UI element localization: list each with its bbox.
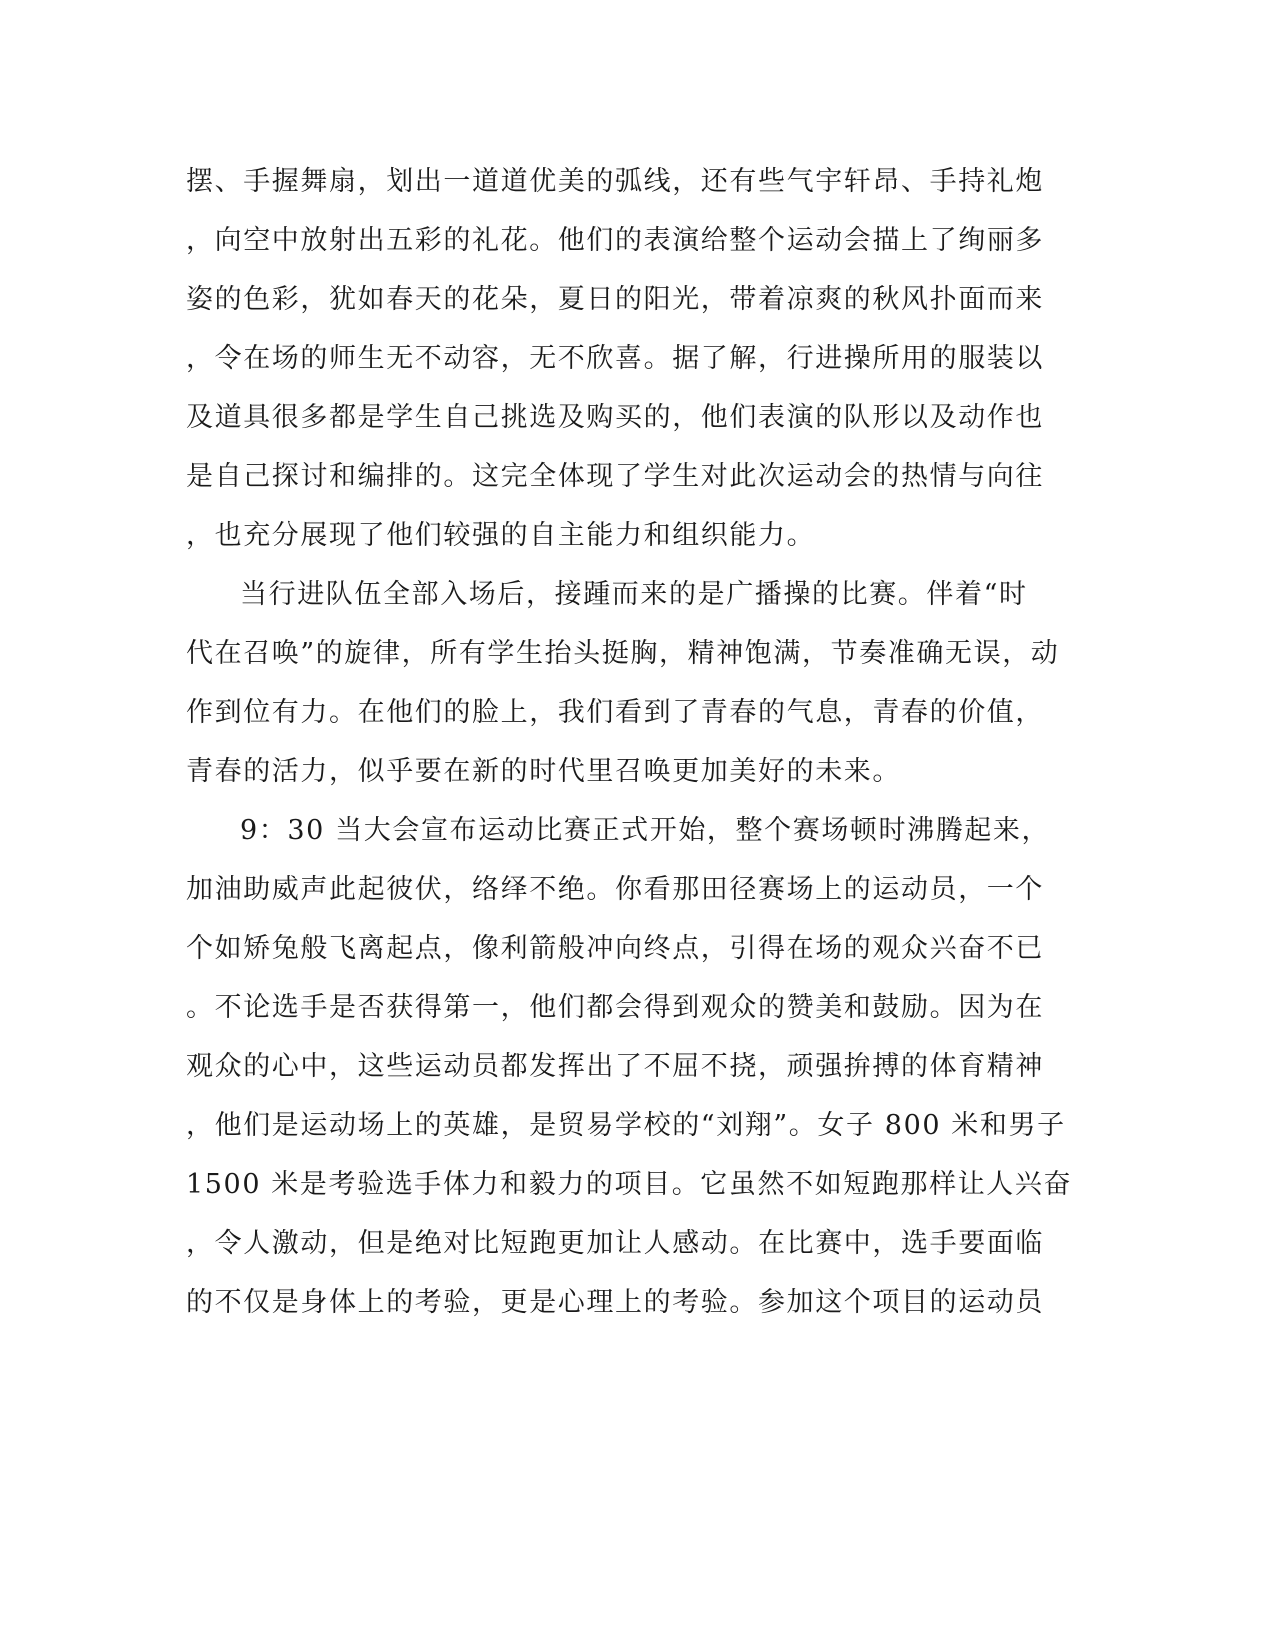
text-line: ，他们是运动场上的英雄，是贸易学校的“刘翔”。女子 800 米和男子	[186, 1110, 1066, 1141]
text-line: 个如矫兔般飞离起点，像利箭般冲向终点，引得在场的观众兴奋不已	[186, 933, 1044, 964]
text-line: ，向空中放射出五彩的礼花。他们的表演给整个运动会描上了绚丽多	[186, 225, 1044, 256]
text-line: 及道具很多都是学生自己挑选及购买的，他们表演的队形以及动作也	[186, 402, 1044, 433]
text-line: 作到位有力。在他们的脸上，我们看到了青春的气息，青春的价值，	[186, 697, 1044, 728]
text-line: 加油助威声此起彼伏，络绎不绝。你看那田径赛场上的运动员，一个	[186, 874, 1044, 905]
text-line: ，令人激动，但是绝对比短跑更加让人感动。在比赛中，选手要面临	[186, 1228, 1044, 1259]
text-line: 姿的色彩，犹如春天的花朵，夏日的阳光，带着凉爽的秋风扑面而来	[186, 284, 1044, 315]
text-line: 的不仅是身体上的考验，更是心理上的考验。参加这个项目的运动员	[186, 1287, 1044, 1318]
text-line: 1500 米是考验选手体力和毅力的项目。它虽然不如短跑那样让人兴奋	[186, 1169, 1073, 1200]
text-line: 。不论选手是否获得第一，他们都会得到观众的赞美和鼓励。因为在	[186, 992, 1044, 1023]
text-line: ，令在场的师生无不动容，无不欣喜。据了解，行进操所用的服装以	[186, 343, 1044, 374]
text-line: 摆、手握舞扇，划出一道道优美的弧线，还有些气宇轩昂、手持礼炮	[186, 166, 1044, 197]
paragraph-start-line: 9：30 当大会宣布运动比赛正式开始，整个赛场顿时沸腾起来，	[240, 815, 1051, 846]
text-line: 是自己探讨和编排的。这完全体现了学生对此次运动会的热情与向往	[186, 461, 1044, 492]
text-line: 观众的心中，这些运动员都发挥出了不屈不挠，顽强拚搏的体育精神	[186, 1051, 1044, 1082]
text-line: ，也充分展现了他们较强的自主能力和组织能力。	[186, 520, 816, 551]
paragraph-start-line: 当行进队伍全部入场后，接踵而来的是广播操的比赛。伴着“时	[240, 579, 1028, 610]
text-line: 青春的活力，似乎要在新的时代里召唤更加美好的未来。	[186, 756, 901, 787]
text-line: 代在召唤”的旋律，所有学生抬头挺胸，精神饱满，节奏准确无误，动	[186, 638, 1060, 669]
